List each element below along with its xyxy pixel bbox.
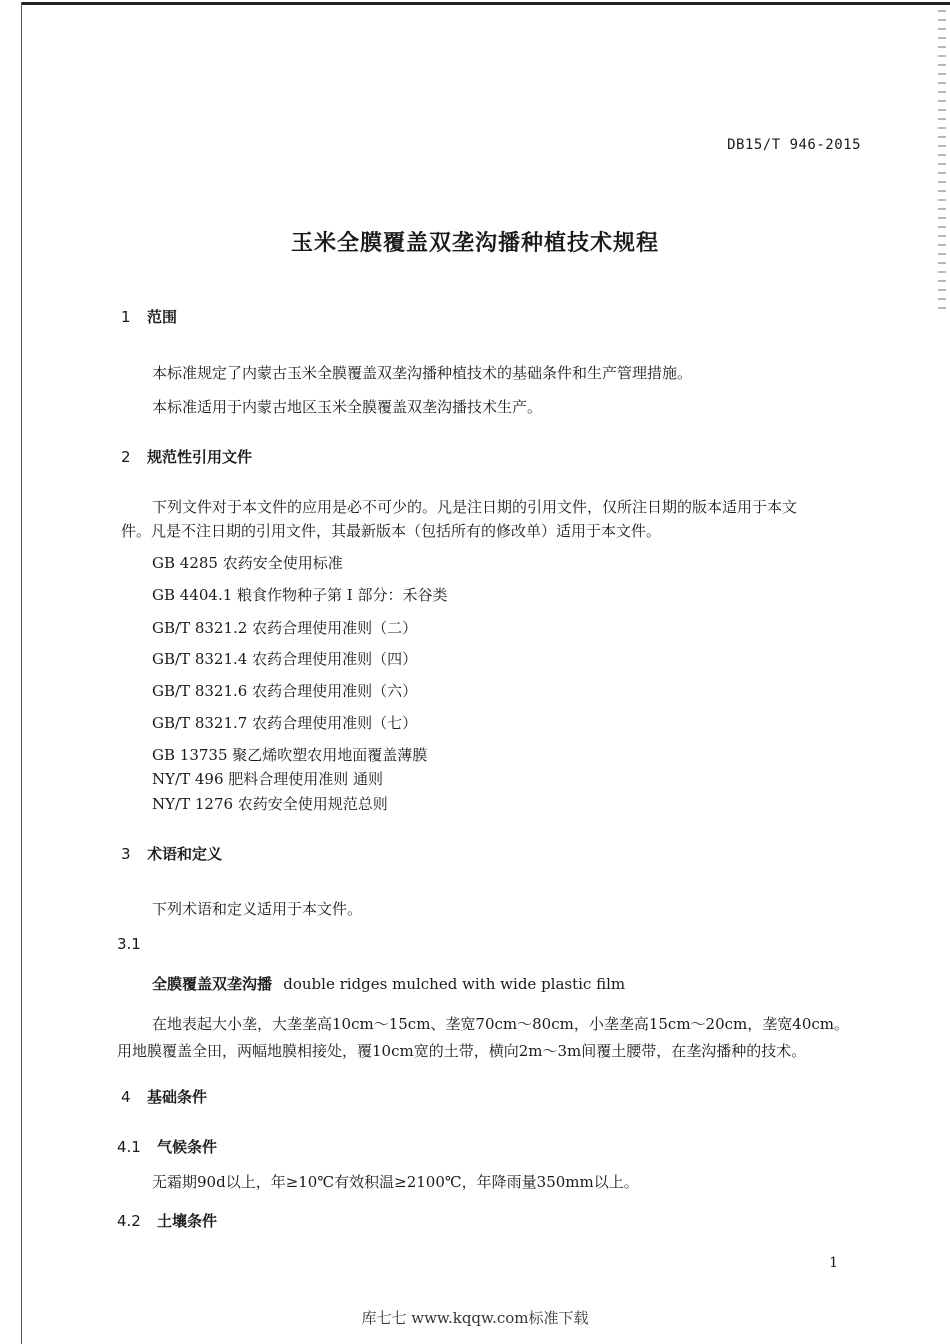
section-2-intro-line-1: 下列文件对于本文件的应用是必不可少的。凡是注日期的引用文件，仅所注日期的版本适用于本文 — [152, 498, 798, 516]
subsection-4-2-heading: 4.2 土壤条件 — [117, 1212, 218, 1230]
section-4-heading: 4 基础条件 — [121, 1088, 208, 1106]
reference-item: GB/T 8321.7 农药合理使用准则（七） — [152, 714, 418, 732]
reference-item: GB 4404.1 粮食作物种子第 I 部分：禾谷类 — [152, 586, 448, 604]
section-2-heading: 2 规范性引用文件 — [121, 448, 253, 466]
reference-item: NY/T 1276 农药安全使用规范总则 — [152, 795, 388, 813]
term-chinese: 全膜覆盖双垄沟播 double ridges mulched with wide plastic film — [152, 975, 626, 993]
doc-number: DB15/T 946-2015 — [727, 137, 861, 153]
reference-item: GB 4285 农药安全使用标准 — [152, 554, 343, 572]
reference-item: GB/T 8321.2 农药合理使用准则（二） — [152, 619, 418, 637]
subsection-4-1-heading: 4.1 气候条件 — [117, 1138, 218, 1156]
section-1-para-2: 本标准适用于内蒙古地区玉米全膜覆盖双垄沟播技术生产。 — [152, 398, 543, 416]
subsection-4-1-text: 无霜期90d以上，年≥10℃有效积温≥2100℃，年降雨量350mm以上。 — [152, 1173, 639, 1191]
section-1-heading: 1 范围 — [121, 308, 178, 326]
reference-item: GB/T 8321.6 农药合理使用准则（六） — [152, 682, 418, 700]
page-title: 玉米全膜覆盖双垄沟播种植技术规程 — [290, 231, 659, 256]
term-english: double ridges mulched with wide plastic film — [283, 975, 626, 993]
reference-item: GB 13735 聚乙烯吹塑农用地面覆盖薄膜 — [152, 746, 428, 764]
reference-item: GB/T 8321.4 农药合理使用准则（四） — [152, 650, 418, 668]
section-1-para-1: 本标准规定了内蒙古玉米全膜覆盖双垄沟播种植技术的基础条件和生产管理措施。 — [152, 364, 693, 382]
definition-line-2: 用地膜覆盖全田，两幅地膜相接处，覆10cm宽的土带，横向2m～3m间覆土腰带，在垄沟播种的技术。 — [117, 1042, 807, 1060]
reference-item: NY/T 496 肥料合理使用准则 通则 — [152, 770, 384, 788]
definition-line-1: 在地表起大小垄，大垄垄高10cm～15cm、垄宽70cm～80cm，小垄垄高15cm～20cm，垄宽40cm。 — [152, 1015, 849, 1033]
top-border — [22, 2, 950, 5]
section-3-intro: 下列术语和定义适用于本文件。 — [152, 900, 363, 918]
left-border — [21, 2, 22, 1344]
footer-watermark: 库七七 www.kqqw.com标准下载 — [361, 1309, 589, 1327]
page-number: 1 — [829, 1255, 838, 1271]
section-3-heading: 3 术语和定义 — [121, 845, 223, 863]
section-2-intro-line-2: 件。凡是不注日期的引用文件，其最新版本（包括所有的修改单）适用于本文件。 — [121, 522, 662, 540]
binding-marks — [938, 10, 946, 310]
subsection-3-1-number: 3.1 — [117, 935, 141, 953]
